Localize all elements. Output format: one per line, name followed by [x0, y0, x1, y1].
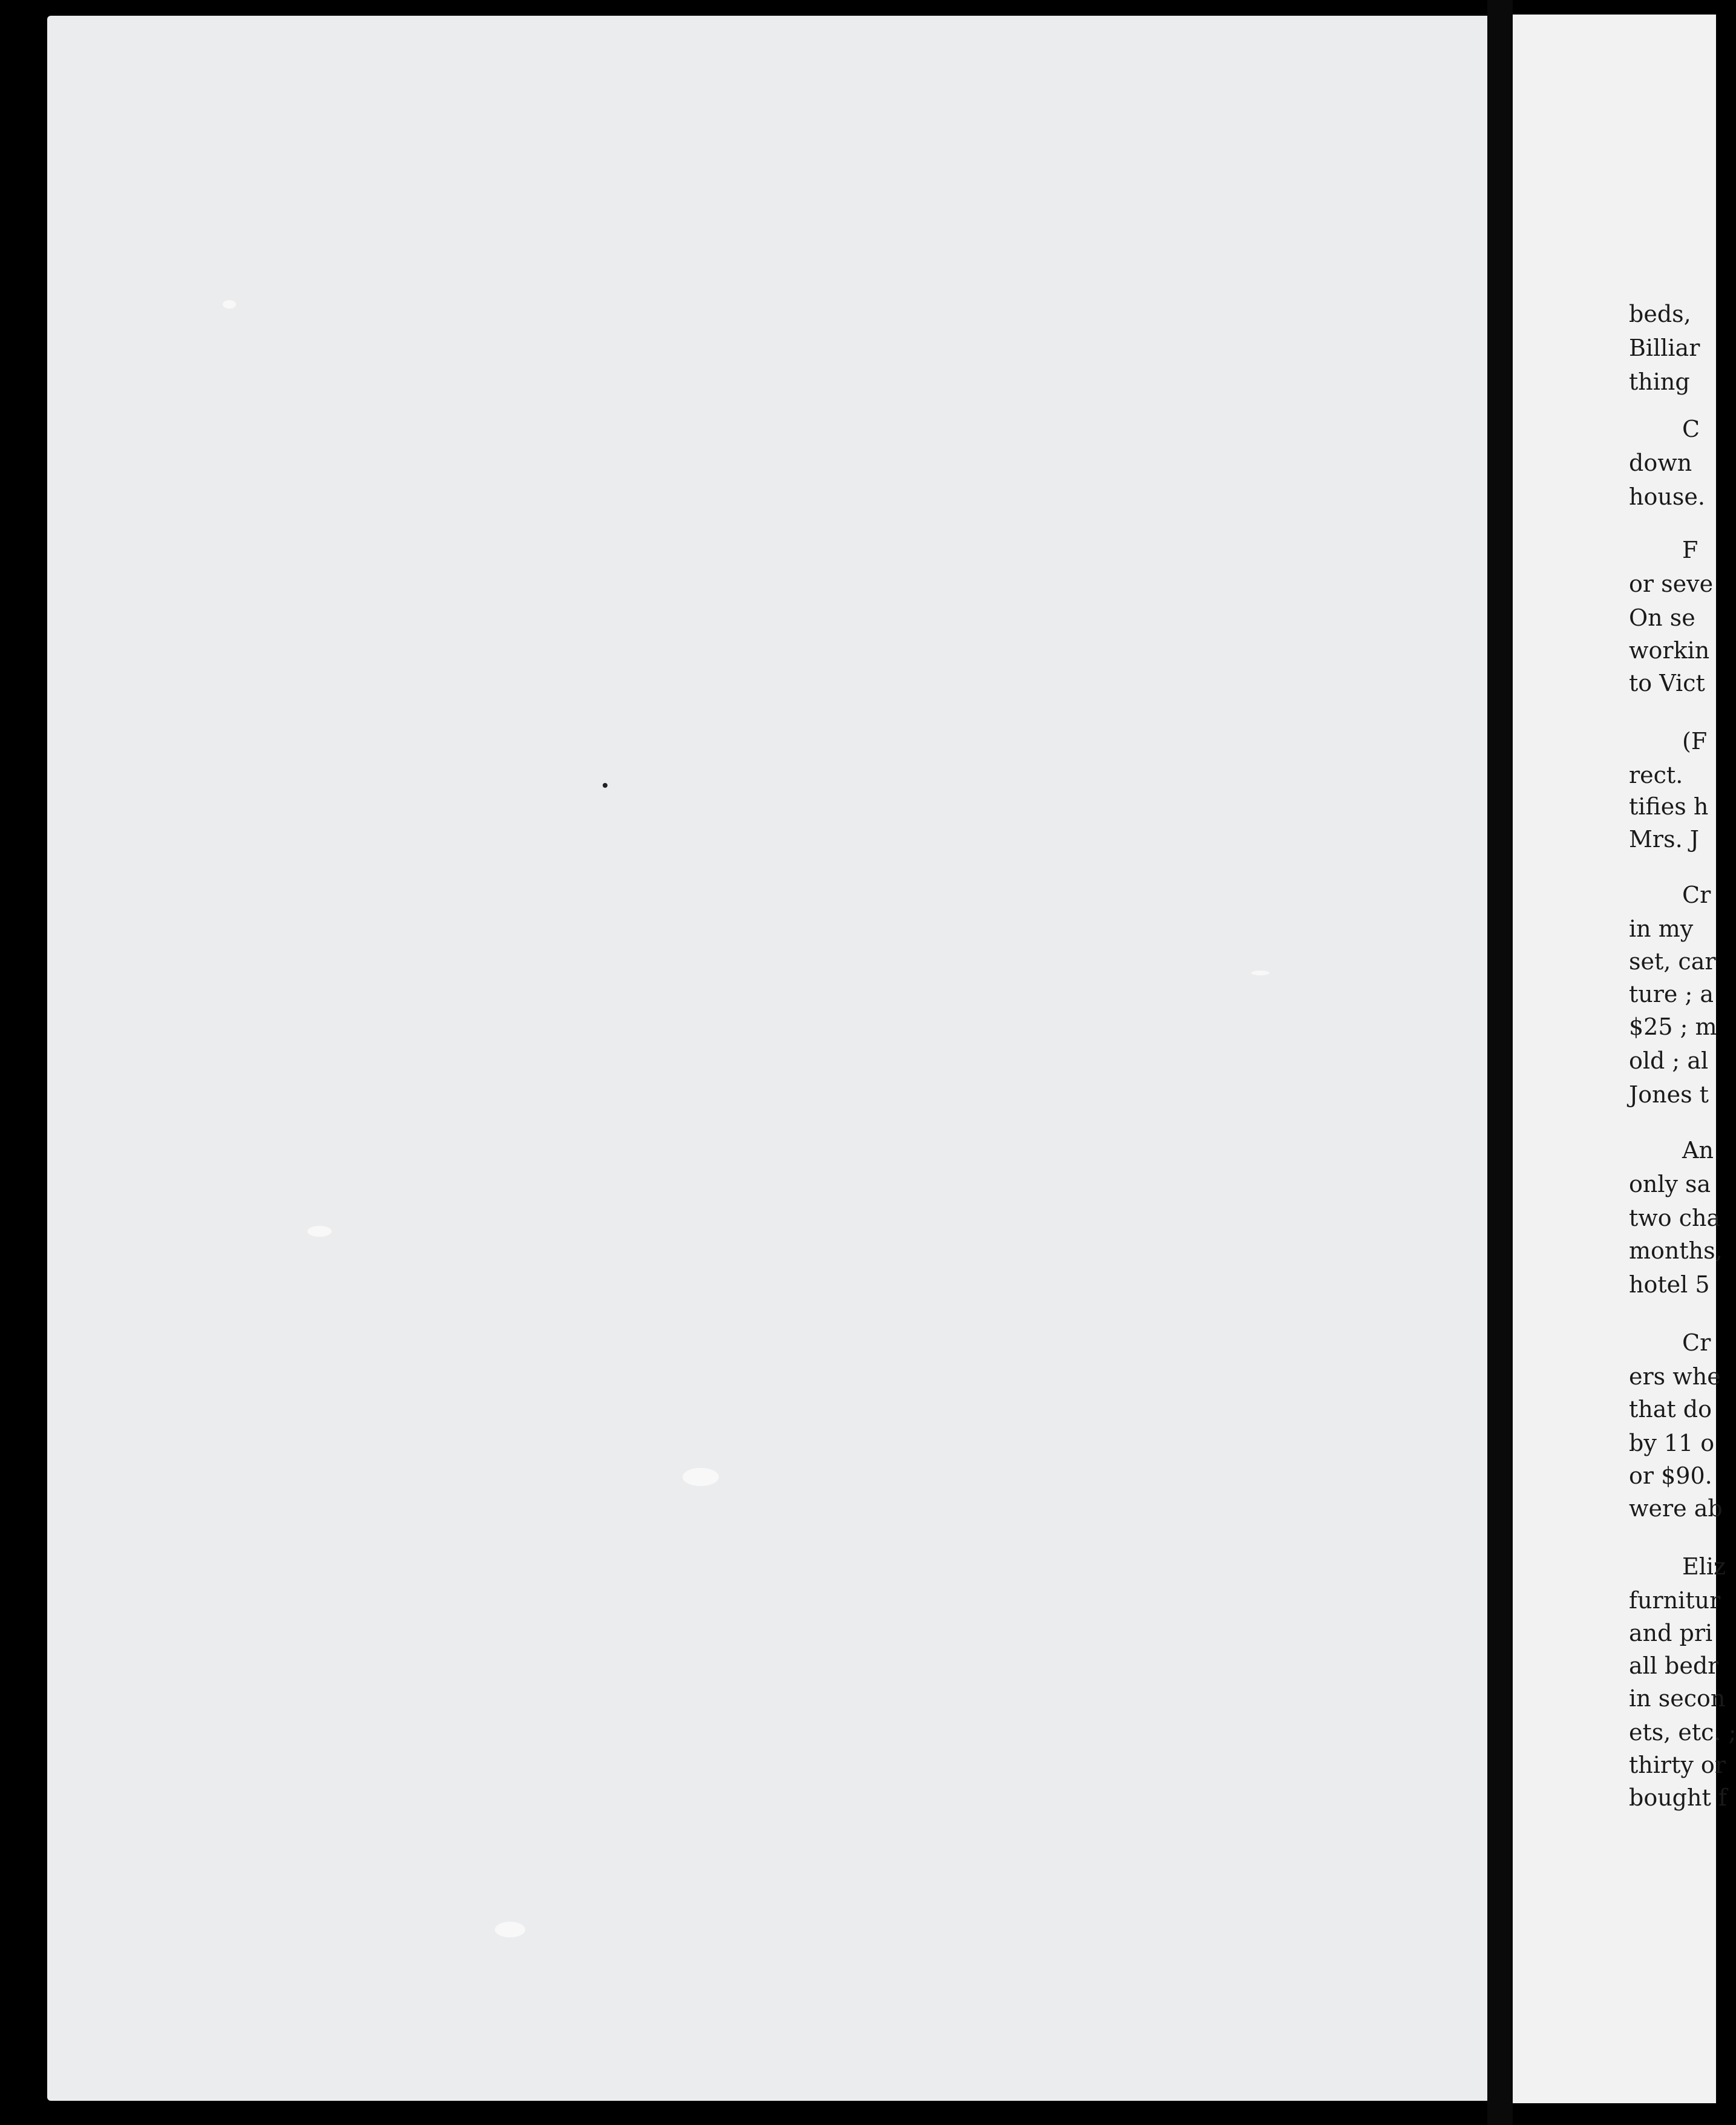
- text-line: Cr: [1682, 1329, 1711, 1356]
- text-line: beds,: [1629, 301, 1691, 327]
- text-line: Billiar: [1629, 335, 1700, 361]
- text-line: thirty or: [1629, 1752, 1726, 1778]
- text-line: (F: [1682, 728, 1708, 755]
- text-line: furnitur: [1629, 1587, 1721, 1614]
- text-line: and pri: [1629, 1620, 1713, 1646]
- text-line: ets, etc. ;: [1629, 1719, 1736, 1746]
- ink-dot: [603, 783, 608, 788]
- text-line: ers whe: [1629, 1363, 1721, 1390]
- text-line: that do: [1629, 1396, 1712, 1423]
- text-line: house.: [1629, 483, 1705, 510]
- text-line: tifies h: [1629, 793, 1709, 820]
- paper-speck: [223, 300, 236, 309]
- text-line: On se: [1629, 604, 1695, 631]
- paper-speck: [1251, 971, 1269, 975]
- text-line: bought f: [1629, 1784, 1727, 1811]
- text-line: months,: [1629, 1237, 1723, 1264]
- text-line: F: [1682, 537, 1698, 563]
- text-line: only sa: [1629, 1171, 1711, 1197]
- text-line: set, car: [1629, 948, 1716, 975]
- text-line: down: [1629, 450, 1692, 476]
- text-line: were ab: [1629, 1495, 1723, 1522]
- text-line: thing: [1629, 368, 1690, 395]
- text-line: Jones t: [1629, 1081, 1709, 1108]
- blank-left-page: [47, 16, 1487, 2101]
- text-line: An: [1682, 1137, 1714, 1164]
- book-gutter: [1487, 0, 1513, 2125]
- text-line: in secon: [1629, 1685, 1726, 1712]
- text-line: or seve: [1629, 571, 1714, 597]
- text-line: all bedr: [1629, 1652, 1719, 1679]
- text-line: in my: [1629, 915, 1694, 942]
- text-line: $25 ; m: [1629, 1013, 1717, 1040]
- text-line: Eliz: [1682, 1553, 1726, 1580]
- text-line: ture ; a: [1629, 981, 1714, 1007]
- text-line: C: [1682, 416, 1700, 442]
- text-line: old ; al: [1629, 1047, 1709, 1074]
- text-line: by 11 o: [1629, 1430, 1715, 1456]
- paper-speck: [495, 1922, 525, 1937]
- paper-speck: [307, 1226, 332, 1237]
- text-line: or $90.: [1629, 1462, 1712, 1489]
- text-line: hotel 5: [1629, 1271, 1710, 1298]
- text-line: to Vict: [1629, 670, 1705, 696]
- text-line: workin: [1629, 637, 1710, 664]
- text-line: rect.: [1629, 762, 1683, 788]
- paper-speck: [683, 1468, 719, 1486]
- text-line: Cr: [1682, 882, 1711, 908]
- text-line: Mrs. J: [1629, 826, 1699, 853]
- text-line: two cha: [1629, 1205, 1721, 1231]
